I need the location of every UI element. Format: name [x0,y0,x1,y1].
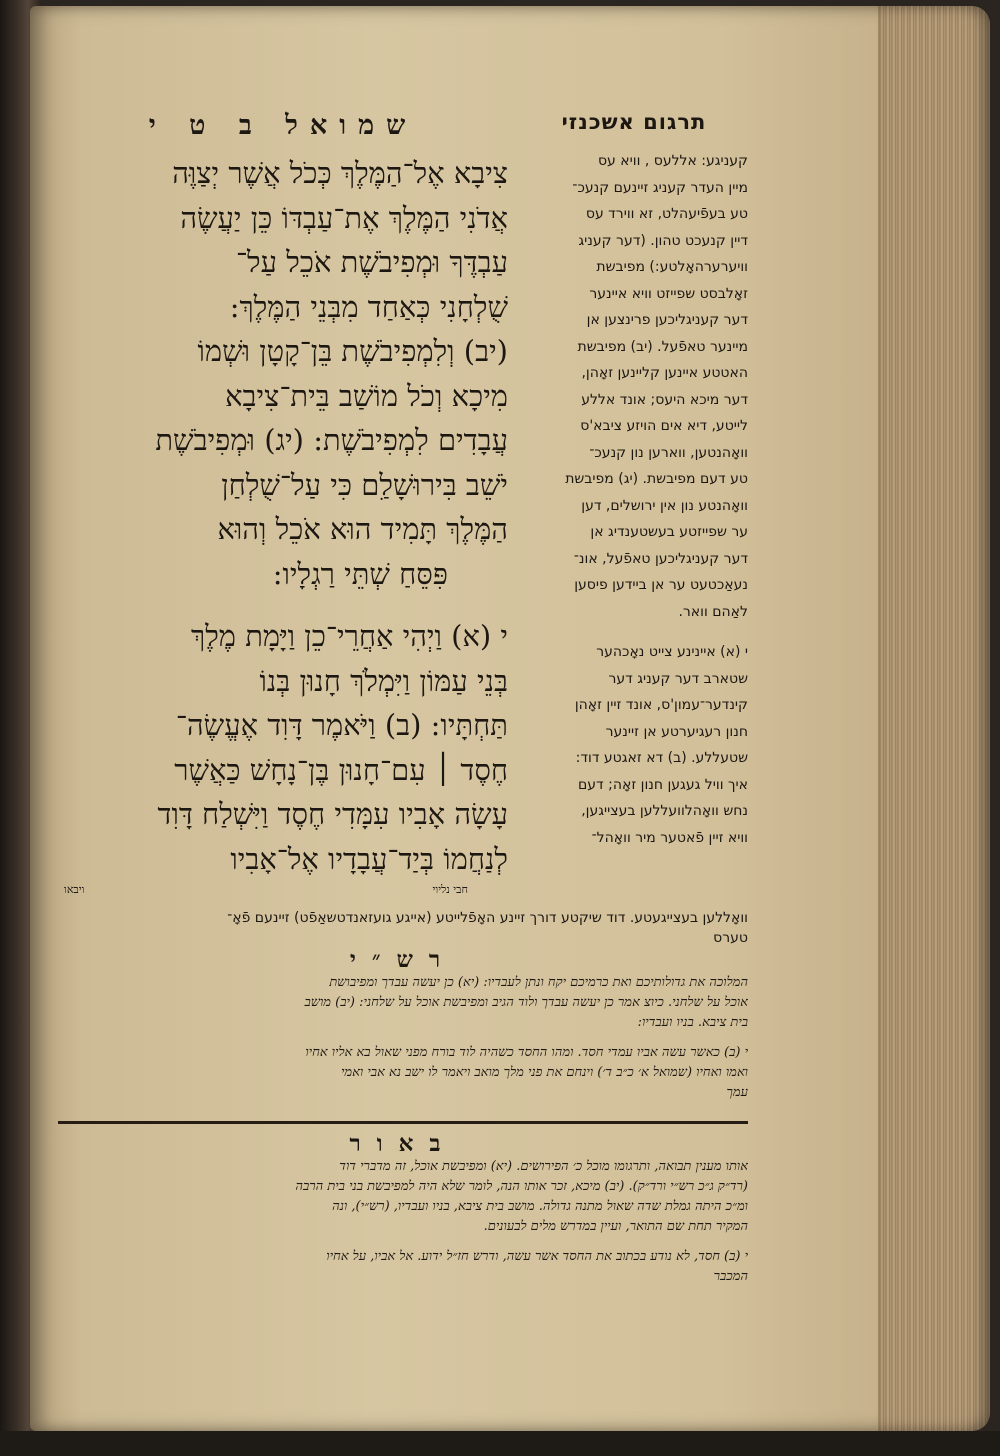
biur-line: אותו מענין תבואה, ותרגומו מוכל כ׳ הפירושים. (יא) ומפיבשת אוכל, זה מדברי דוד [339,1159,748,1174]
main-text-line: בְּנֵי עַמּוֹן וַיִּמְלֹךְ חָנוּן בְּנוֹ [259,663,508,698]
targum-line: שטעללע. (ב) דא זאגטע דוד: [575,750,748,766]
targum-column [520,110,748,851]
targum-line: קעניגע: אללעס , וויא עס [597,153,748,169]
main-text-line: פִּסֵּחַ שְׁתֵּי רַגְלָיו: [272,556,448,591]
background-bottom [0,1431,1000,1456]
targum-line: שטארב דער קעניג דער [608,670,748,687]
rashi-line: ואמו ואחיו (שמואל א׳ כ״ב ד׳) וינחם את פני מלך מואב ויאמר לו ישב נא אבי ואמי [340,1065,748,1080]
rashi-title: רש״י [349,946,457,973]
main-text-line: יֹשֵׁב בִּירוּשָׁלִַם כִּי עַל־שֻׁלְחַן [221,467,508,502]
catchword: ויבאו [64,883,85,896]
main-text-line: עֲבָדִים לִמְפִיבֹשֶׁת: (יג) וּמְפִיבֹשֶׁת [155,423,508,457]
targum-continuation [58,908,748,948]
main-text-line: תַּחְתָּיו: (ב) וַיֹּאמֶר דָּוִד אֶעֱשֶׂה־ [175,708,508,742]
main-text-line: חֶסֶד ׀ עִם־חָנוּן בֶּן־נָחָשׁ כַּאֲשֶׁר [174,752,508,787]
main-text-column [58,110,508,896]
targum-line: לאַהם וואר. [678,603,748,620]
biur-line: ומ״כ היתה גמלת שדה שאול מתנה גדולה. מושב בית ציבא, בניו ועבדיו, (רש״י), ונה [332,1199,748,1214]
continuation-line: וואָללען בעצייגעטע. דוד שיקטע דורך זיינע האָפֿלייטע (אייגע גועזאנדטשאַפֿט) זיינעם פֿאָ־ [227,910,748,926]
catchword-row [58,883,508,896]
main-text-line: (יב) וְלִמְפִיבֹשֶׁת בֵּן־קָטָן וּשְׁמוֹ [197,334,508,368]
page-running-title: שמואל ב ט י [148,110,418,141]
targum-line: נעאַכטעט ער אן ביידען פיסען [574,577,748,593]
rashi-commentary [58,946,748,1134]
biur-line: המקיר תחת שם התואר, ועיין במדרש מלים לבעונים. [483,1219,748,1234]
main-text-line: מִיכָא וְכֹל מוֹשַׁב בֵּית־צִיבָא [225,378,508,413]
biur-title: באור [349,1130,457,1157]
targum-line: וויערערהאָלטע:) מפיבשת [596,259,748,275]
targum-line: דער קעניגליכען טאפֿעל, אונ־ [573,550,748,567]
targum-line: טע בעפֿיעהלט, זא ווירד עס [585,206,748,222]
targum-line: דער מיכא היעס; אונד אללע [581,391,748,408]
rashi-line: י (ב) כאשר עשה אביו עמדי חסד. ומהו החסד כשהיה לוד בורח מפני שאול בא אליו אחיו [305,1045,748,1060]
targum-line: מיינער טאפֿעל. (יב) מפיבשת [577,338,748,355]
targum-line: דער קעניגליכען פרינצען אן [586,312,748,328]
page-content [58,110,748,1340]
rashi-line: אוכל על שלחני. כיוצ אמר כן יעשה עבדך ולוד הגיב ומפיבשת אוכל על שלחני: (יב) מושב [304,995,748,1010]
page-fore-edge [878,6,990,1431]
rashi-line: בית ציבא. בניו ועבדיו: [637,1015,748,1030]
biur-line: (רד״ק ג״כ רש״י ורד״ק). (יב) מיכא, זכר אותו הנה, לומר שלא היה למפיבשת בני בית הרבה [295,1179,748,1194]
main-text-line: הַמֶּלֶךְ תָּמִיד הוּא אֹכֵל וְהוּא [217,512,508,546]
targum-line: איך וויל געגען חנון זאָה; דעם [577,776,748,793]
rashi-line: המלוכה את גדולותיכם ואת כרמיכם יקח ונתן לעבדיו: (יא) כן יעשה עבדך ומפיבושת [329,975,748,990]
targum-line: י (א) איינינע צייט נאָכהער [596,644,748,660]
targum-line: וואָהנטע נון אין ירושלים, דען [581,497,748,514]
targum-line: קינדער־עמון'ס, אונד זיין זאָהן [574,697,748,713]
rashi-line: עמך [726,1085,748,1100]
targum-line: חנון רעגיערטע אן זיינער [605,723,748,740]
main-text-line: לְנַחֲמוֹ בְּיַד־עֲבָדָיו אֶל־אָבִיו [230,841,508,876]
targum-line: וויא זיין פֿאטער מיר וואָהל־ [591,829,748,846]
targum-line: האטטע איינען קליינען זאָהן, [581,365,748,381]
targum-line: לייטע, דיא אים הויזע ציבא'ס [580,418,748,434]
main-text-line: צִיבָא אֶל־הַמֶּלֶךְ כְּכֹל אֲשֶׁר יְצַוֶּה [172,156,508,190]
biur-commentary [58,1130,748,1287]
main-text-line: י (א) וַיְהִי אַחֲרֵי־כֵן וַיָּמָת מֶלֶךְ [190,619,508,653]
targum-title: תרגום אשכנזי [561,110,707,134]
biur-line: המכבר [713,1269,748,1284]
targum-line: דיין קנעכט טהון. (דער קעניג [578,232,748,249]
main-text-line: אֲדֹנִי הַמֶּלֶךְ אֶת־עַבְדּוֹ כֵּן יַעֲשֶׂה [180,200,508,235]
targum-line: וואָהנטען, ווארען נון קנעכ־ [589,444,748,461]
targum-line: זאָלבסט שפייזט וויא איינער [589,285,748,302]
variant-note: חבי נליוי [432,883,468,896]
section-divider [58,1121,748,1124]
main-text-line: שֻׁלְחָנִי כְּאַחַד מִבְּנֵי הַמֶּלֶךְ: [229,289,508,324]
targum-line: טע דעם מפיבשת. (יג) מפיבשת [565,471,748,487]
biur-line: י (ב) חסד, לא נודע בכתוב את החסד אשר עשה, ודרש חז״ל ידוע. אל אביו, על אחיו [326,1249,748,1264]
continuation-line: טערס [713,930,748,946]
targum-line: נחש וואָהלוועללען בעצייגען, [581,803,748,819]
targum-line: מיין העדר קעניג זיינעם קנעכ־ [572,179,748,196]
targum-line: ער שפייזטע בעשטענדיג אן [590,524,748,540]
main-text-line: עָשָׂה אָבִיו עִמָּדִי חֶסֶד וַיִּשְׁלַח דָּוִד [157,797,508,831]
main-text-line: עַבְדֶּךָ וּמְפִיבֹשֶׁת אֹכֵל עַל־ [235,245,508,279]
